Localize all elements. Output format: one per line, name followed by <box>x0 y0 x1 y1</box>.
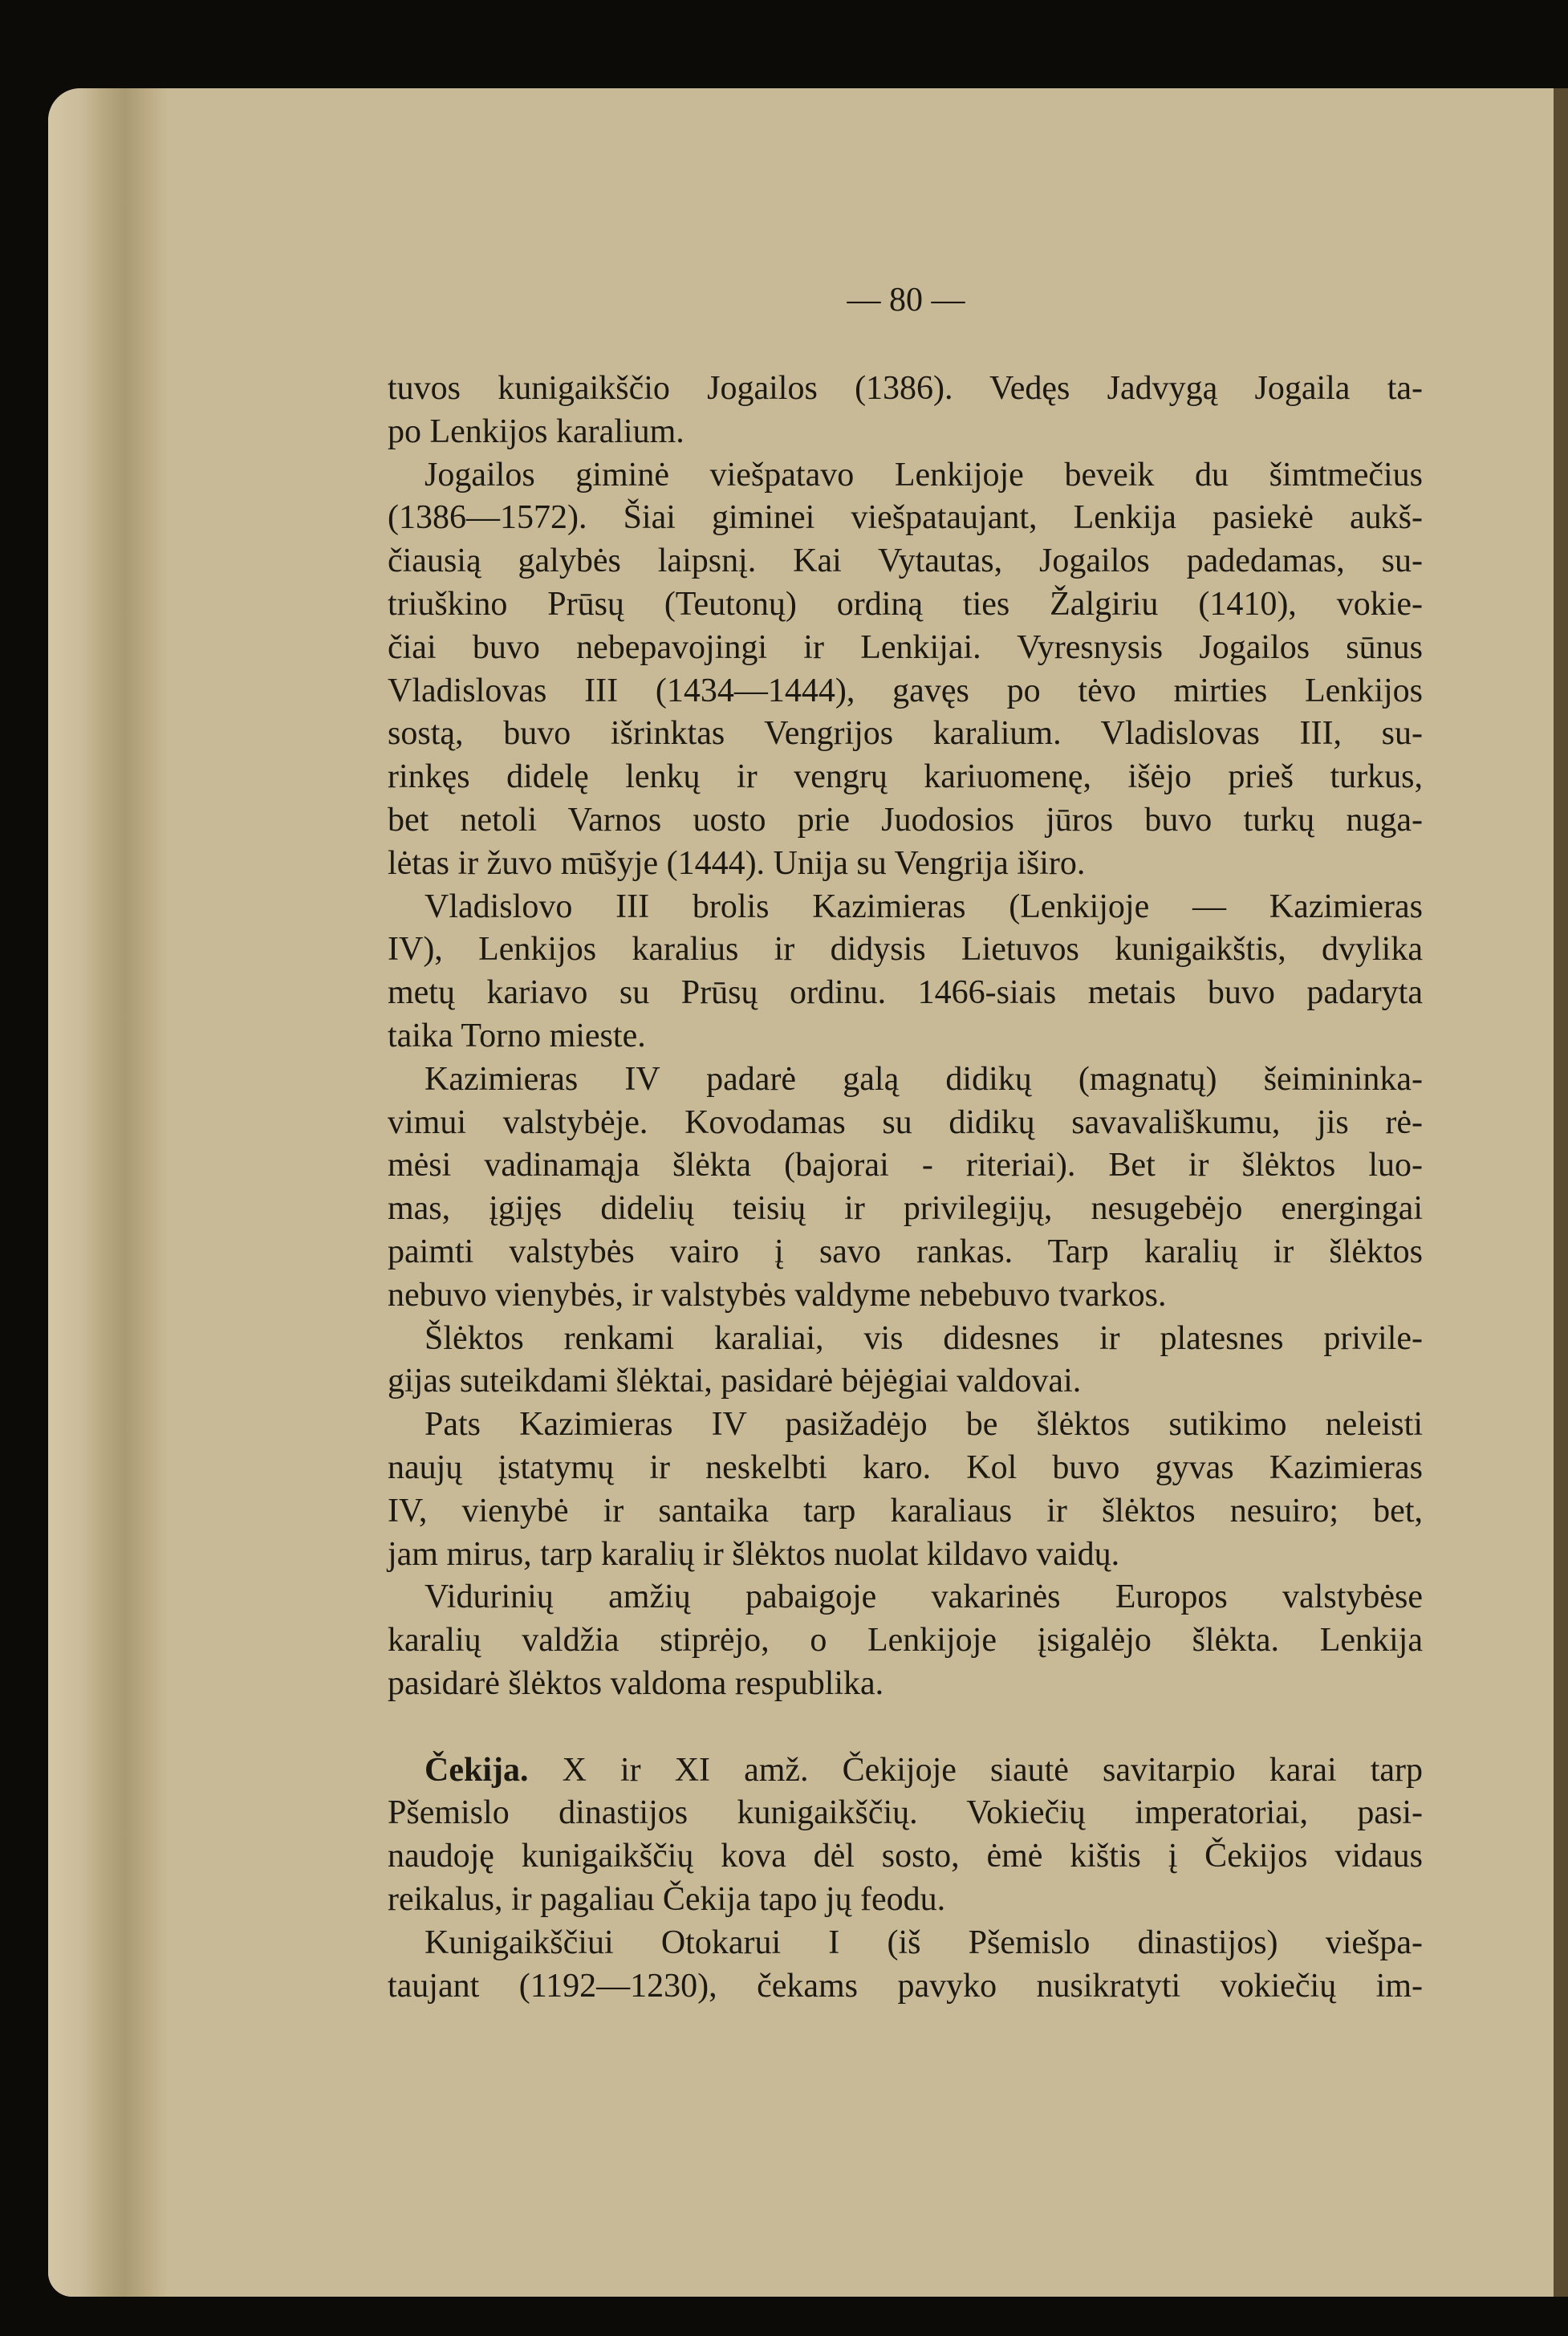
paragraph-line <box>388 1359 1423 1403</box>
text-line: Šlėktos renkami karaliai, vis didesnes ir platesnes privile- <box>424 1319 1423 1357</box>
section-first-line <box>388 1749 1423 1792</box>
paragraph-line <box>388 1834 1423 1878</box>
text-line: mas, įgijęs didelių teisių ir privilegijų, nesugebėjo energingai <box>388 1190 1423 1228</box>
paragraph-line <box>388 1014 1423 1058</box>
text-line: Pšemislo dinastijos kunigaikščių. Vokiečių imperatoriai, pasi- <box>388 1794 1423 1832</box>
paragraph-line <box>388 1575 1423 1619</box>
paragraph-line <box>388 1964 1423 2008</box>
text-line: lėtas ir žuvo mūšyje (1444). Unija su Vengrija iširo. <box>388 844 1086 882</box>
paragraph-line <box>388 1791 1423 1834</box>
page-number: — 80 — <box>847 282 965 319</box>
text-line: Kunigaikščiui Otokarui I (iš Pšemislo dinastijos) viešpa- <box>424 1924 1423 1961</box>
text-line: bet netoli Varnos uosto prie Juodosios jūros buvo turkų nuga- <box>388 802 1423 839</box>
text-line: taika Torno mieste. <box>388 1018 646 1054</box>
text-line: tuvos kunigaikščio Jogailos (1386). Vedęs Jadvygą Jogaila ta- <box>388 370 1423 407</box>
text-line: rinkęs didelę lenkų ir vengrų kariuomenę, išėjo prieš turkus, <box>388 758 1423 796</box>
paragraph-line <box>388 1187 1423 1230</box>
text-line: Vidurinių amžių pabaigoje vakarinės Europos valstybėse <box>424 1578 1423 1616</box>
paragraph-line <box>388 1446 1423 1489</box>
paragraph-line <box>388 1058 1423 1101</box>
paragraph-line <box>388 798 1423 842</box>
paragraph-line <box>388 971 1423 1014</box>
paragraph-line <box>388 583 1423 626</box>
text-line: sostą, buvo išrinktas Vengrijos karalium. Vladislovas III, su- <box>388 715 1423 753</box>
page-binding-edge <box>48 88 169 2297</box>
text-line: Jogailos giminė viešpatavo Lenkijoje beveik du šimtmečius <box>424 456 1423 494</box>
paragraph-line <box>388 626 1423 669</box>
paragraph-line <box>388 755 1423 798</box>
text-line: X ir XI amž. Čekijoje siautė savitarpio karai tarp <box>528 1751 1423 1789</box>
paragraph-line <box>388 1921 1423 1964</box>
paragraph-line <box>388 1662 1423 1705</box>
text-line: Vladislovo III brolis Kazimieras (Lenkijoje — Kazimieras <box>424 888 1423 925</box>
paragraph-line <box>388 453 1423 497</box>
paragraph-line <box>388 1403 1423 1446</box>
text-line: Kazimieras IV padarė galą didikų (magnatų) šeimininka- <box>424 1060 1423 1098</box>
text-line: po Lenkijos karalium. <box>388 412 684 450</box>
paragraph-line <box>388 1274 1423 1317</box>
paragraph-line <box>388 1533 1423 1576</box>
paragraph-line <box>388 1101 1423 1144</box>
text-line: naudoję kunigaikščių kova dėl sosto, ėmė kištis į Čekijos vidaus <box>388 1838 1423 1875</box>
text-line: Vladislovas III (1434—1444), gavęs po tėvo mirties Lenkijos <box>388 672 1423 709</box>
paragraph-line <box>388 1230 1423 1274</box>
text-line: reikalus, ir pagaliau Čekija tapo jų feodu. <box>388 1881 946 1918</box>
text-line: čiausią galybės laipsnį. Kai Vytautas, Jogailos padedamas, su- <box>388 542 1423 580</box>
paragraph-line <box>388 1317 1423 1360</box>
text-line: naujų įstatymų ir neskelbti karo. Kol buvo gyvas Kazimieras <box>388 1449 1423 1486</box>
text-line: (1386—1572). Šiai giminei viešpataujant, Lenkija pasiekė aukš- <box>388 499 1423 537</box>
paragraph-line <box>388 1489 1423 1533</box>
text-line: nebuvo vienybės, ir valstybės valdyme nebebuvo tvarkos. <box>388 1276 1167 1314</box>
paragraph-line <box>388 842 1423 885</box>
paragraph-line <box>388 928 1423 971</box>
paragraph-line <box>388 885 1423 928</box>
paragraph-line <box>388 1619 1423 1662</box>
text-line: IV), Lenkijos karalius ir didysis Lietuvos kunigaikštis, dvylika <box>388 931 1423 969</box>
text-line: triuškino Prūsų (Teutonų) ordiną ties Žalgiriu (1410), vokie- <box>388 586 1423 623</box>
text-line: paimti valstybės vairo į savo rankas. Tarp karalių ir šlėktos <box>388 1233 1423 1270</box>
text-line: karalių valdžia stiprėjo, o Lenkijoje įsigalėjo šlėkta. Lenkija <box>388 1622 1423 1660</box>
paragraph-line <box>388 539 1423 583</box>
paragraph-line <box>388 410 1423 453</box>
text-line: taujant (1192—1230), čekams pavyko nusikratyti vokiečių im- <box>388 1967 1423 2005</box>
text-line: mėsi vadinamąja šlėkta (bajorai - riteriai). Bet ir šlėktos luo- <box>388 1147 1423 1184</box>
paragraph-line <box>388 496 1423 539</box>
text-line: gijas suteikdami šlėktai, pasidarė bėjėgiai valdovai. <box>388 1363 1082 1400</box>
text-line: vimui valstybėje. Kovodamas su didikų savavališkumu, jis rė- <box>388 1103 1423 1141</box>
text-line: metų kariavo su Prūsų ordinu. 1466-siais metais buvo padaryta <box>388 974 1423 1012</box>
section-heading: Čekija. <box>424 1751 529 1789</box>
text-line: Pats Kazimieras IV pasižadėjo be šlėktos sutikimo neleisti <box>424 1406 1423 1444</box>
text-line: pasidarė šlėktos valdoma respublika. <box>388 1665 884 1702</box>
paragraph-line <box>388 1878 1423 1921</box>
text-line: čiai buvo nebepavojingi ir Lenkijai. Vyresnysis Jogailos sūnus <box>388 628 1423 666</box>
paragraph-line <box>388 669 1423 713</box>
paragraph-line <box>388 1144 1423 1187</box>
text-line: IV, vienybė ir santaika tarp karaliaus ir šlėktos nesuiro; bet, <box>388 1492 1423 1530</box>
paragraph-line <box>388 367 1423 410</box>
text-line: jam mirus, tarp karalių ir šlėktos nuolat kildavo vaidų. <box>388 1535 1120 1573</box>
paragraph-line <box>388 712 1423 755</box>
